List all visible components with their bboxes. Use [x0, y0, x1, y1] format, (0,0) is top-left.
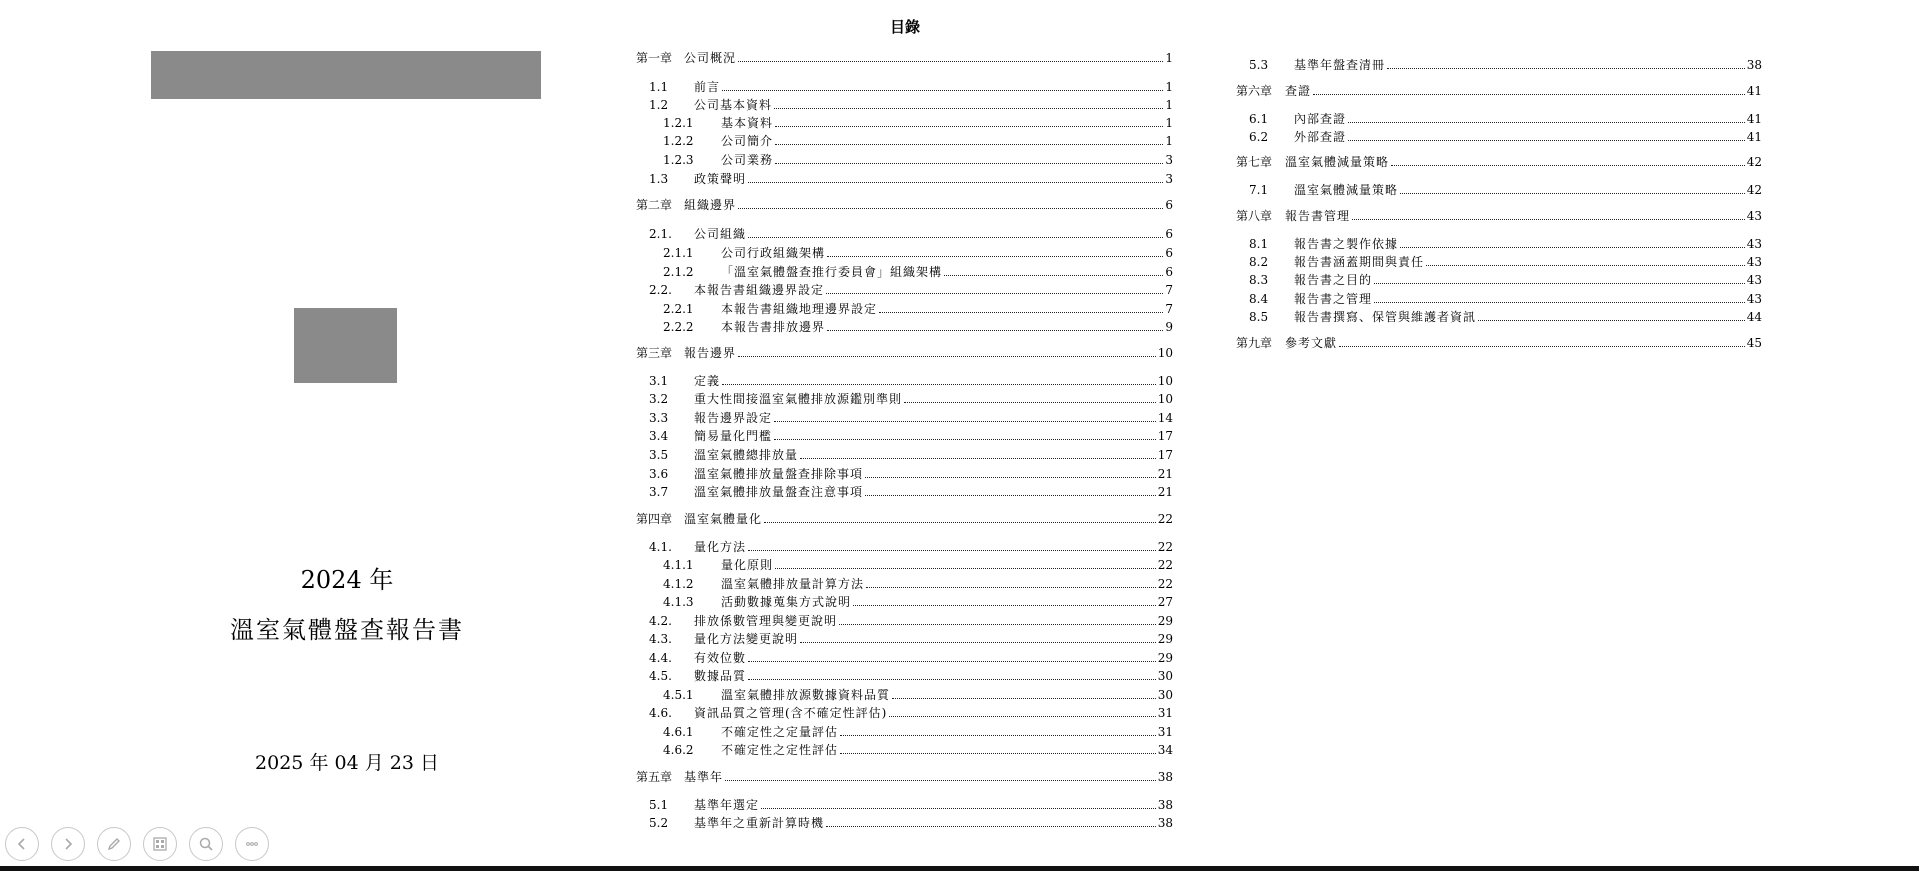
toc-entry[interactable]: [1249, 111, 1762, 127]
toc-entry-label: 基準年之重新計算時機: [694, 816, 825, 830]
cover-title: 溫室氣體盤查報告書: [230, 616, 464, 644]
toc-entry-number: 4.5.1: [663, 688, 694, 702]
toc-entry-label: 溫室氣體排放源數據資料品質: [721, 688, 891, 702]
toc-entry-page: 6: [1165, 198, 1173, 212]
toc-entry-page: 27: [1157, 595, 1173, 609]
toc-chapter-entry[interactable]: [1236, 83, 1762, 99]
toc-leader-dots: [722, 89, 1163, 91]
toc-entry-page: 1: [1165, 51, 1173, 65]
toc-leader-dots: [892, 697, 1156, 699]
toc-entry[interactable]: [649, 466, 1173, 482]
toc-entry-number: 2.1.: [649, 227, 672, 241]
toc-entry[interactable]: [1249, 57, 1762, 73]
toc-entry-page: 6: [1165, 265, 1173, 279]
toc-entry-page: 7: [1165, 302, 1173, 316]
bottom-edge-bar: [0, 866, 1919, 871]
toc-entry-page: 43: [1746, 237, 1762, 251]
toc-entry-page: 10: [1157, 346, 1173, 360]
toc-entry-label: 報告書之管理: [1294, 292, 1373, 306]
toc-entry-number: 8.5: [1249, 310, 1269, 324]
toc-entry-label: 重大性間接溫室氣體排放源鑑別準則: [694, 392, 903, 406]
toc-entry[interactable]: [649, 447, 1173, 463]
toc-entry-page: 14: [1157, 411, 1173, 425]
pen-tool-button[interactable]: [97, 827, 131, 861]
toc-entry-page: 30: [1157, 669, 1173, 683]
toc-entry-label: 數據品質: [694, 669, 747, 683]
zoom-button[interactable]: [189, 827, 223, 861]
toc-entry-number: 4.2.: [649, 614, 672, 628]
toc-chapter-entry[interactable]: [636, 197, 1173, 213]
cover-date: 2025 年 04 月 23 日: [255, 752, 439, 774]
toc-leader-dots: [879, 311, 1163, 313]
slides-overview-button[interactable]: [143, 827, 177, 861]
toc-entry-label: 資訊品質之管理(含不確定性評估): [694, 706, 888, 720]
toc-entry-number: 2.2.1: [663, 302, 694, 316]
toc-entry[interactable]: [1249, 129, 1762, 145]
toc-entry-number: 4.3.: [649, 632, 672, 646]
toc-entry-label: 不確定性之定量評估: [721, 725, 839, 739]
toc-leader-dots: [748, 678, 1156, 680]
toc-entry[interactable]: [649, 650, 1173, 666]
toc-leader-dots: [865, 494, 1156, 496]
toc-entry-page: 3: [1165, 172, 1173, 186]
toc-entry-page: 38: [1746, 58, 1762, 72]
toc-entry-label: 報告書之目的: [1294, 273, 1373, 287]
toc-entry-label: 基準年選定: [694, 798, 760, 812]
toc-entry-page: 22: [1157, 577, 1173, 591]
toc-leader-dots: [800, 457, 1156, 459]
toc-entry[interactable]: [649, 97, 1173, 113]
toc-chapter-entry[interactable]: [1236, 335, 1762, 351]
slides-icon: [151, 835, 169, 853]
toc-entry-label: 報告書之製作依據: [1294, 237, 1399, 251]
toc-entry[interactable]: [649, 668, 1173, 684]
more-icon: [243, 835, 261, 853]
toc-leader-dots: [1400, 192, 1745, 194]
toc-entry-label: 溫室氣體減量策略: [1294, 183, 1399, 197]
toc-entry-number: 2.1.1: [663, 246, 694, 260]
toc-entry[interactable]: [649, 631, 1173, 647]
toc-entry-page: 21: [1157, 467, 1173, 481]
toc-leader-dots: [748, 181, 1163, 183]
toc-entry-page: 22: [1157, 512, 1173, 526]
pen-icon: [105, 835, 123, 853]
toc-leader-dots: [738, 207, 1163, 209]
toc-entry-label: 量化原則: [721, 558, 774, 572]
toc-entry-page: 1: [1165, 134, 1173, 148]
toc-entry-page: 44: [1746, 310, 1762, 324]
toc-entry[interactable]: [663, 742, 1173, 758]
toc-entry-page: 38: [1157, 798, 1173, 812]
toc-entry[interactable]: [649, 797, 1173, 813]
toc-entry[interactable]: [663, 152, 1173, 168]
toc-entry-number: 1.2.2: [663, 134, 694, 148]
toc-entry-number: 1.2.3: [663, 153, 694, 167]
toc-entry-page: 43: [1746, 273, 1762, 287]
toc-leader-dots: [853, 604, 1156, 606]
toc-entry[interactable]: [1249, 182, 1762, 198]
toc-entry-page: 31: [1157, 725, 1173, 739]
toc-entry-number: 6.1: [1249, 112, 1269, 126]
toc-entry-page: 30: [1157, 688, 1173, 702]
toc-entry-number: 8.3: [1249, 273, 1269, 287]
toc-entry[interactable]: [649, 539, 1173, 555]
toc-leader-dots: [1426, 264, 1745, 266]
toc-entry-number: 5.3: [1249, 58, 1269, 72]
toc-entry[interactable]: [1249, 272, 1762, 288]
toc-leader-dots: [748, 549, 1156, 551]
next-page-button[interactable]: [51, 827, 85, 861]
toc-leader-dots: [827, 329, 1163, 331]
toc-entry-number: 3.1: [649, 374, 669, 388]
toc-entry-page: 43: [1746, 255, 1762, 269]
toc-entry-page: 41: [1746, 130, 1762, 144]
toc-entry-label: 前言: [694, 80, 721, 94]
toc-entry-number: 8.4: [1249, 292, 1269, 306]
slide-navigation-bar: [5, 827, 269, 861]
toc-entry-number: 第五章: [636, 770, 673, 784]
toc-entry-page: 43: [1746, 209, 1762, 223]
toc-entry[interactable]: [649, 79, 1173, 95]
toc-entry-page: 45: [1746, 336, 1762, 350]
toc-entry-label: 溫室氣體量化: [684, 512, 763, 526]
toc-entry[interactable]: [1249, 291, 1762, 307]
toc-entry[interactable]: [663, 576, 1173, 592]
toc-entry-number: 4.6.1: [663, 725, 694, 739]
toc-entry-page: 21: [1157, 485, 1173, 499]
toc-entry-page: 1: [1165, 116, 1173, 130]
toc-entry-page: 29: [1157, 651, 1173, 665]
toc-entry-label: 基準年: [684, 770, 724, 784]
toc-leader-dots: [840, 752, 1156, 754]
toc-entry-label: 量化方法變更說明: [694, 632, 799, 646]
toc-entry-number: 第一章: [636, 51, 673, 65]
toc-leader-dots: [774, 438, 1156, 440]
more-options-button[interactable]: [235, 827, 269, 861]
toc-entry-label: 定義: [694, 374, 721, 388]
toc-entry-page: 3: [1165, 153, 1173, 167]
arrow-right-icon: [59, 835, 77, 853]
toc-title: 目錄: [889, 18, 920, 36]
toc-entry-label: 本報告書組織地理邊界設定: [721, 302, 878, 316]
toc-leader-dots: [738, 355, 1156, 357]
toc-entry[interactable]: [649, 171, 1173, 187]
toc-leader-dots: [775, 125, 1163, 127]
toc-entry-number: 4.1.2: [663, 577, 694, 591]
toc-entry-number: 4.1.: [649, 540, 672, 554]
toc-entry-label: 報告邊界設定: [694, 411, 773, 425]
toc-entry-number: 4.4.: [649, 651, 672, 665]
toc-entry-number: 1.3: [649, 172, 669, 186]
toc-entry-number: 1.2: [649, 98, 669, 112]
toc-entry-label: 簡易量化門檻: [694, 429, 773, 443]
toc-leader-dots: [1387, 67, 1745, 69]
toc-leader-dots: [1391, 164, 1745, 166]
magnifier-icon: [197, 835, 215, 853]
toc-entry-label: 外部查證: [1294, 130, 1347, 144]
toc-entry-number: 第三章: [636, 346, 673, 360]
toc-entry-page: 1: [1165, 80, 1173, 94]
toc-leader-dots: [827, 255, 1163, 257]
toc-entry-page: 17: [1157, 429, 1173, 443]
toc-entry-number: 5.1: [649, 798, 669, 812]
toc-entry-number: 5.2: [649, 816, 669, 830]
toc-entry-page: 9: [1165, 320, 1173, 334]
toc-chapter-entry[interactable]: [1236, 208, 1762, 224]
toc-entry[interactable]: [649, 391, 1173, 407]
toc-entry-number: 第九章: [1236, 336, 1273, 350]
toc-leader-dots: [774, 107, 1163, 109]
toc-entry[interactable]: [663, 594, 1173, 610]
toc-leader-dots: [889, 715, 1155, 717]
toc-leader-dots: [775, 143, 1163, 145]
toc-entry[interactable]: [663, 301, 1173, 317]
toc-entry-label: 本報告書排放邊界: [721, 320, 826, 334]
toc-entry[interactable]: [649, 815, 1173, 831]
toc-entry[interactable]: [663, 724, 1173, 740]
toc-leader-dots: [775, 567, 1156, 569]
redacted-company-name: [151, 51, 541, 99]
toc-entry-label: 報告書管理: [1285, 209, 1351, 223]
toc-entry-label: 報告書涵蓋期間與責任: [1294, 255, 1425, 269]
toc-entry-label: 公司概況: [684, 51, 737, 65]
toc-leader-dots: [944, 274, 1163, 276]
toc-entry[interactable]: [649, 484, 1173, 500]
toc-entry-page: 17: [1157, 448, 1173, 462]
toc-entry[interactable]: [663, 264, 1173, 280]
toc-leader-dots: [725, 779, 1156, 781]
toc-entry[interactable]: [663, 245, 1173, 261]
redacted-logo: [294, 308, 397, 383]
toc-entry-page: 22: [1157, 558, 1173, 572]
toc-chapter-entry[interactable]: [636, 50, 1173, 66]
toc-entry-page: 10: [1157, 392, 1173, 406]
toc-leader-dots: [748, 660, 1156, 662]
toc-leader-dots: [722, 383, 1156, 385]
toc-leader-dots: [826, 292, 1163, 294]
toc-entry-number: 6.2: [1249, 130, 1269, 144]
toc-entry-label: 溫室氣體總排放量: [694, 448, 799, 462]
toc-entry-number: 3.4: [649, 429, 669, 443]
toc-entry-number: 第六章: [1236, 84, 1273, 98]
toc-entry[interactable]: [663, 319, 1173, 335]
toc-entry-label: 有效位數: [694, 651, 747, 665]
toc-entry-page: 43: [1746, 292, 1762, 306]
cover-page: [0, 0, 600, 871]
toc-entry-page: 31: [1157, 706, 1173, 720]
toc-leader-dots: [748, 236, 1163, 238]
toc-leader-dots: [1339, 345, 1745, 347]
toc-entry-label: 溫室氣體減量策略: [1285, 155, 1390, 169]
toc-chapter-entry[interactable]: [636, 769, 1173, 785]
toc-leader-dots: [904, 401, 1156, 403]
toc-entry[interactable]: [663, 115, 1173, 131]
toc-entry-number: 4.1.3: [663, 595, 694, 609]
toc-entry-number: 8.2: [1249, 255, 1269, 269]
toc-entry-label: 組織邊界: [684, 198, 737, 212]
toc-entry-number: 3.2: [649, 392, 669, 406]
toc-entry[interactable]: [649, 410, 1173, 426]
toc-entry-page: 42: [1746, 183, 1762, 197]
toc-entry-number: 4.6.2: [663, 743, 694, 757]
toc-entry[interactable]: [649, 282, 1173, 298]
toc-chapter-entry[interactable]: [636, 511, 1173, 527]
toc-entry-page: 29: [1157, 632, 1173, 646]
toc-entry-number: 2.2.2: [663, 320, 694, 334]
toc-entry-number: 4.6.: [649, 706, 672, 720]
toc-chapter-entry[interactable]: [1236, 154, 1762, 170]
toc-leader-dots: [800, 641, 1156, 643]
toc-entry-page: 29: [1157, 614, 1173, 628]
toc-entry-page: 41: [1746, 112, 1762, 126]
arrow-left-icon: [13, 835, 31, 853]
toc-entry-label: 本報告書組織邊界設定: [694, 283, 825, 297]
toc-entry-page: 1: [1165, 98, 1173, 112]
toc-entry[interactable]: [663, 133, 1173, 149]
toc-entry-number: 第四章: [636, 512, 673, 526]
toc-leader-dots: [1348, 139, 1745, 141]
toc-entry-number: 1.2.1: [663, 116, 694, 130]
toc-entry[interactable]: [649, 373, 1173, 389]
toc-leader-dots: [866, 586, 1156, 588]
toc-entry-label: 內部查證: [1294, 112, 1347, 126]
toc-entry-number: 7.1: [1249, 183, 1269, 197]
toc-entry-label: 查證: [1285, 84, 1312, 98]
toc-entry[interactable]: [1249, 309, 1762, 325]
toc-entry-number: 4.5.: [649, 669, 672, 683]
toc-leader-dots: [1348, 121, 1745, 123]
toc-leader-dots: [764, 521, 1156, 523]
toc-entry-number: 3.5: [649, 448, 669, 462]
toc-entry-label: 公司業務: [721, 153, 774, 167]
toc-entry-label: 不確定性之定性評估: [721, 743, 839, 757]
toc-entry-label: 公司行政組織架構: [721, 246, 826, 260]
toc-entry-page: 6: [1165, 227, 1173, 241]
toc-leader-dots: [840, 734, 1156, 736]
toc-entry-label: 基準年盤查清冊: [1294, 58, 1386, 72]
toc-entry-number: 第七章: [1236, 155, 1273, 169]
toc-entry-number: 3.7: [649, 485, 669, 499]
toc-entry-page: 22: [1157, 540, 1173, 554]
toc-entry-page: 38: [1157, 816, 1173, 830]
toc-leader-dots: [1374, 301, 1745, 303]
toc-entry-page: 41: [1746, 84, 1762, 98]
toc-leader-dots: [865, 476, 1156, 478]
toc-entry-number: 3.3: [649, 411, 669, 425]
toc-entry[interactable]: [649, 705, 1173, 721]
toc-entry-label: 溫室氣體排放量盤查注意事項: [694, 485, 864, 499]
toc-entry-number: 第八章: [1236, 209, 1273, 223]
toc-entry-number: 1.1: [649, 80, 669, 94]
toc-entry-label: 報告邊界: [684, 346, 737, 360]
toc-entry[interactable]: [649, 428, 1173, 444]
toc-entry[interactable]: [1249, 236, 1762, 252]
cover-year: 2024 年: [300, 566, 394, 594]
toc-entry-label: 公司組織: [694, 227, 747, 241]
toc-entry-page: 34: [1157, 743, 1173, 757]
toc-leader-dots: [1313, 93, 1745, 95]
toc-entry-label: 活動數據蒐集方式說明: [721, 595, 852, 609]
toc-entry-label: 量化方法: [694, 540, 747, 554]
toc-entry-label: 溫室氣體排放量盤查排除事項: [694, 467, 864, 481]
toc-chapter-entry[interactable]: [636, 345, 1173, 361]
toc-entry[interactable]: [649, 613, 1173, 629]
toc-leader-dots: [1478, 319, 1745, 321]
toc-entry-number: 2.2.: [649, 283, 672, 297]
toc-entry[interactable]: [663, 557, 1173, 573]
toc-leader-dots: [1400, 246, 1745, 248]
toc-entry-number: 3.6: [649, 467, 669, 481]
toc-leader-dots: [738, 60, 1163, 62]
toc-leader-dots: [775, 162, 1163, 164]
toc-entry-label: 公司簡介: [721, 134, 774, 148]
toc-leader-dots: [774, 420, 1156, 422]
toc-entry-number: 4.1.1: [663, 558, 694, 572]
toc-entry-label: 溫室氣體排放量計算方法: [721, 577, 865, 591]
toc-leader-dots: [839, 623, 1156, 625]
toc-leader-dots: [1374, 282, 1745, 284]
toc-entry-label: 政策聲明: [694, 172, 747, 186]
toc-leader-dots: [1352, 218, 1745, 220]
toc-entry[interactable]: [649, 226, 1173, 242]
toc-entry-page: 6: [1165, 246, 1173, 260]
toc-leader-dots: [761, 807, 1156, 809]
toc-entry-page: 42: [1746, 155, 1762, 169]
toc-entry-label: 排放係數管理與變更說明: [694, 614, 838, 628]
toc-entry-number: 2.1.2: [663, 265, 694, 279]
toc-leader-dots: [826, 825, 1156, 827]
prev-page-button[interactable]: [5, 827, 39, 861]
toc-entry-page: 7: [1165, 283, 1173, 297]
toc-entry-page: 38: [1157, 770, 1173, 784]
toc-entry-label: 報告書撰寫、保管與維護者資訊: [1294, 310, 1477, 324]
toc-entry-label: 參考文獻: [1285, 336, 1338, 350]
toc-entry-label: 基本資料: [721, 116, 774, 130]
toc-entry-label: 公司基本資料: [694, 98, 773, 112]
toc-entry-number: 第二章: [636, 198, 673, 212]
toc-entry[interactable]: [663, 687, 1173, 703]
toc-entry-number: 8.1: [1249, 237, 1269, 251]
toc-entry-label: 「溫室氣體盤查推行委員會」組織架構: [721, 265, 943, 279]
toc-entry[interactable]: [1249, 254, 1762, 270]
toc-entry-page: 10: [1157, 374, 1173, 388]
